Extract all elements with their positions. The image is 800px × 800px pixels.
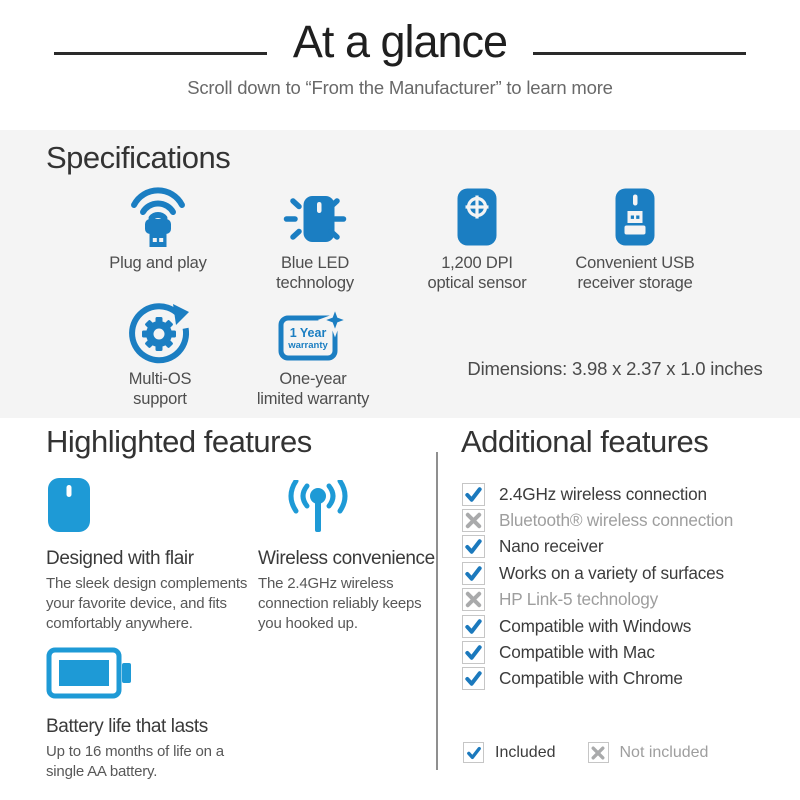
feature-row <box>462 560 733 586</box>
feature-row <box>462 613 733 639</box>
feature-label: Works on a variety of surfaces <box>499 562 724 583</box>
subtitle: Scroll down to “From the Manufacturer” to learn more <box>187 77 613 98</box>
warranty-badge-line1: 1 Year <box>289 326 327 340</box>
spec-label: Multi-OS support <box>128 370 192 409</box>
feature-description: Up to 16 months of life on a single AA battery. <box>46 743 224 780</box>
feature-battery-life <box>46 644 258 782</box>
spec-label: Blue LED technology <box>276 254 354 293</box>
spec-label: Plug and play <box>109 254 207 272</box>
spec-label: One-year limited warranty <box>256 370 370 409</box>
legend-not-included-checkbox <box>588 742 609 763</box>
legend-included-label: Included <box>495 743 556 761</box>
feature-label: HP Link-5 technology <box>499 589 659 610</box>
antenna-icon <box>258 476 378 534</box>
warranty-badge-icon <box>277 300 349 364</box>
mouse-icon <box>46 476 258 534</box>
spec-label: Convenient USB receiver storage <box>575 254 695 293</box>
feature-row <box>462 534 733 560</box>
additional-features-heading: Additional features <box>461 424 709 459</box>
feature-description: The 2.4GHz wireless connection reliably keeps you hooked up. <box>258 575 422 632</box>
highlighted-features-section <box>46 424 435 780</box>
feature-row <box>462 507 733 533</box>
specifications-section <box>0 130 800 418</box>
legend <box>463 742 708 763</box>
specifications-heading: Specifications <box>46 140 231 175</box>
check-icon <box>464 669 483 688</box>
spec-item-warranty <box>233 300 393 409</box>
title-rule-right <box>533 52 746 55</box>
feature-label: Compatible with Mac <box>499 642 655 663</box>
spec-item-multi-os <box>80 300 240 409</box>
usb-storage-icon <box>613 178 657 248</box>
title-rule-left <box>54 52 267 55</box>
legend-not-included-label: Not included <box>619 743 709 761</box>
checkbox <box>462 615 485 638</box>
feature-row <box>462 639 733 665</box>
checkbox <box>462 562 485 585</box>
x-icon <box>590 745 606 761</box>
feature-description: The sleek design complements your favorite device, and fits comfortably anywhere. <box>46 575 248 632</box>
spec-item-usb-storage <box>555 178 715 293</box>
legend-included-checkbox <box>463 742 484 763</box>
check-icon <box>464 537 483 556</box>
multi-os-icon <box>128 300 192 364</box>
spec-item-optical-sensor <box>397 178 557 293</box>
feature-label: Bluetooth® wireless connection <box>499 510 734 531</box>
blue-led-icon <box>280 178 350 248</box>
battery-icon <box>46 644 258 702</box>
check-icon <box>464 617 483 636</box>
x-icon <box>464 511 483 530</box>
feature-row <box>462 481 733 507</box>
column-divider <box>436 452 438 770</box>
checkbox <box>462 641 485 664</box>
feature-label: 2.4GHz wireless connection <box>499 483 707 504</box>
check-icon <box>464 485 483 504</box>
checkbox <box>462 535 485 558</box>
feature-title: Designed with flair <box>46 548 194 569</box>
header <box>0 0 800 99</box>
checkbox <box>462 509 485 532</box>
dimensions-text: Dimensions: 3.98 x 2.37 x 1.0 inches <box>467 358 763 379</box>
feature-label: Compatible with Windows <box>499 615 692 636</box>
feature-label: Nano receiver <box>499 536 604 557</box>
page-title: At a glance <box>292 16 508 67</box>
additional-features-section <box>461 424 796 800</box>
check-icon <box>466 745 482 761</box>
check-icon <box>464 643 483 662</box>
check-icon <box>464 564 483 583</box>
feature-title: Wireless convenience <box>258 548 435 569</box>
optical-sensor-icon <box>455 178 499 248</box>
spec-label: 1,200 DPI optical sensor <box>427 254 527 293</box>
checkbox <box>462 483 485 506</box>
x-icon <box>464 590 483 609</box>
plug-and-play-icon <box>126 178 190 248</box>
feature-row <box>462 666 733 692</box>
highlighted-features-heading: Highlighted features <box>46 424 312 459</box>
feature-row <box>462 587 733 613</box>
feature-label: Compatible with Chrome <box>499 668 683 689</box>
feature-designed-with-flair <box>46 476 258 634</box>
checkbox <box>462 588 485 611</box>
feature-wireless-convenience <box>258 476 436 634</box>
warranty-badge-line2: warranty <box>288 340 328 351</box>
spec-item-plug-and-play <box>78 178 238 273</box>
feature-title: Battery life that lasts <box>46 716 208 737</box>
checkbox <box>462 667 485 690</box>
spec-item-blue-led <box>235 178 395 293</box>
feature-checklist <box>462 481 733 692</box>
